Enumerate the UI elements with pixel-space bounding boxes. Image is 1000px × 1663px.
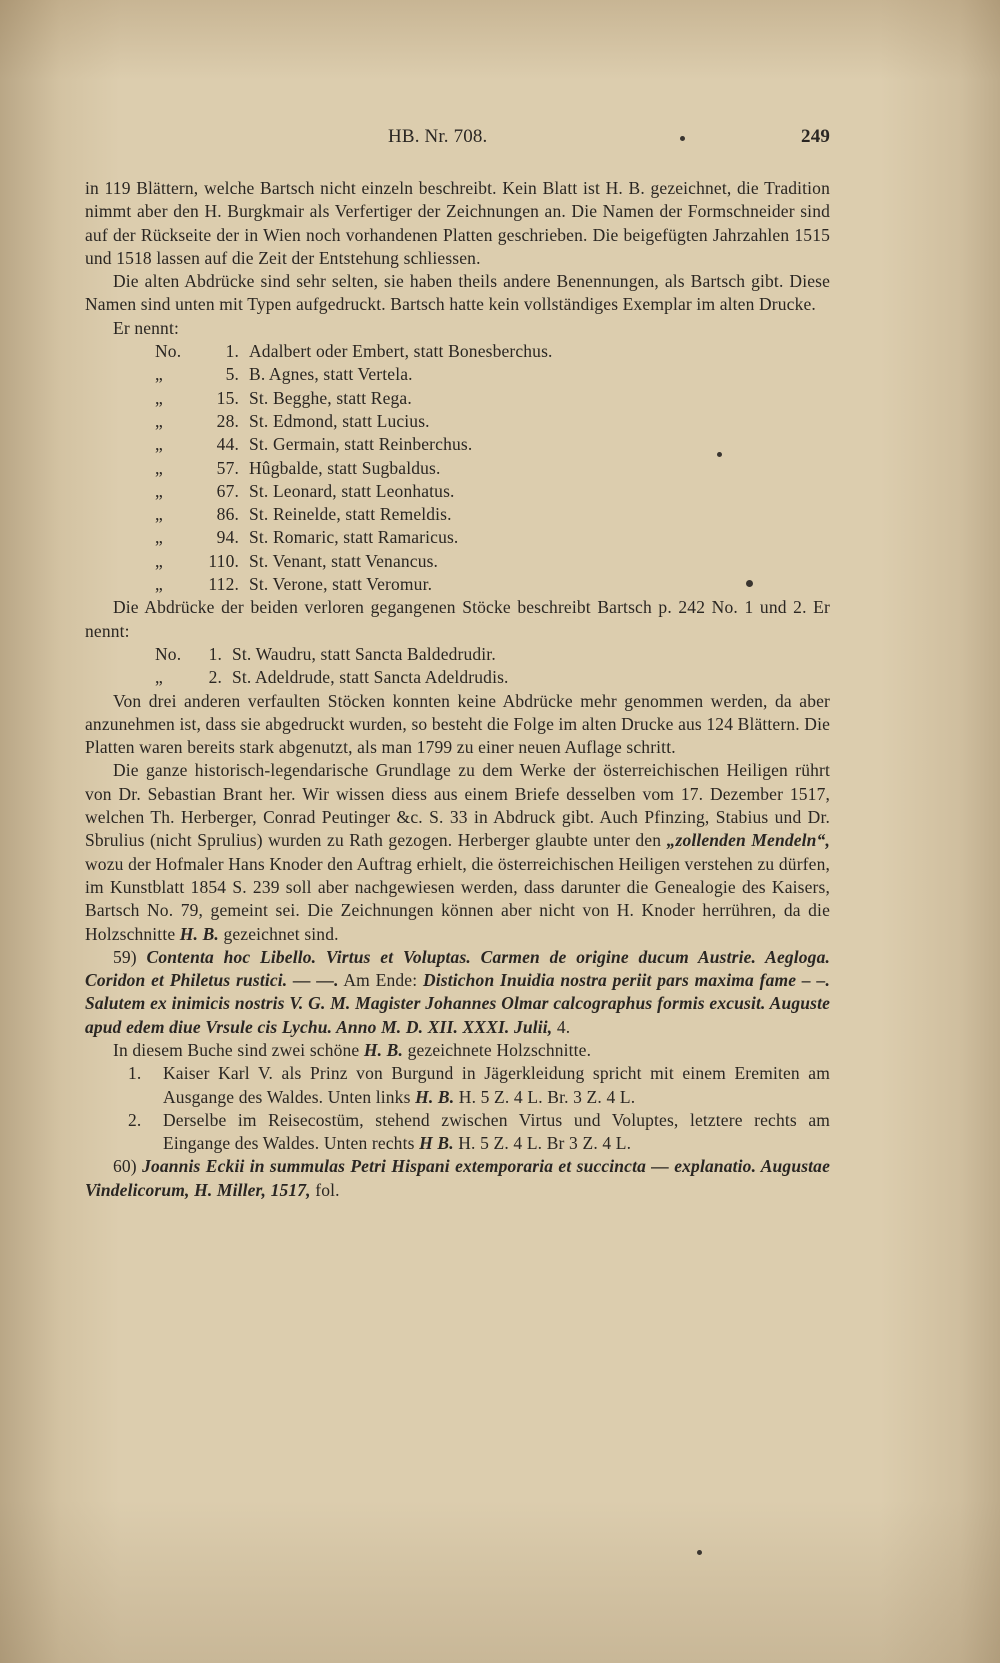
list-item: „ 28. St. Edmond, statt Lucius. [155,410,430,431]
list-item: „ 112. St. Verone, statt Veromur. [155,574,433,595]
list-item: „ 94. St. Romaric, statt Ramaricus. [155,527,459,548]
list-item: 2. Derselbe im Reisecostüm, stehend zwischen Virtus und Voluptes, letztere rechts am Eingange des Waldes. Unten rechts H B. H. 5 Z. 4 L. Br 3 Z. 4 L. [128,1109,830,1154]
list-item: „ 86. St. Reinelde, statt Remeldis. [155,504,452,525]
print-speck [680,136,685,141]
list-item: „ 5. B. Agnes, statt Vertela. [155,364,413,385]
list-item: „ 67. St. Leonard, statt Leonhatus. [155,480,455,501]
list-item: 1. Kaiser Karl V. als Prinz von Burgund in Jägerkleidung spricht mit einem Eremiten am Ausgange des Waldes. Unten links H. B. H. 5 Z. 4 L. Br. 3 Z. 4 L. [128,1063,830,1107]
name-list [155,340,830,596]
paragraph-holzschnitte: In diesem Buche sind zwei schöne H. B. gezeichnete Holzschnitte. [113,1039,592,1060]
header-title: HB. Nr. 708. [388,126,488,147]
paragraph-grundlage: Die ganze historisch-legendarische Grundlage zu dem Werke der österreichischen Heiligen rührt von Dr. Sebastian Brant her. Wir wissen diess aus einem Briefe desselben vom 17. Dezember 1517, welchen Th. Herberger, Conrad Peutinger &c. S. 33 in Abdruck gibt. Auch Pfinzing, Stabius und Dr. Sbrulius (nicht Sprulius) wurden zu Rath gezogen. Herberger glaubte unter den „zollenden Mendeln“, wozu der Hofmaler Hans Knoder den Auftrag erhielt, die österreichischen Heiligen verstehen zu dürfen, im Kunstblatt 1854 S. 239 soll aber nachgewiesen werden, dass darunter die Genealogie des Kaisers, Bartsch No. 79, gemeint sei. Die Zeichnungen können aber nicht von H. Knoder herrühren, da die Holzschnitte H. B. gezeichnet sind. [85,760,830,944]
list-item: „ 57. Hûgbalde, statt Sugbaldus. [155,457,441,478]
print-speck [746,580,753,587]
list-item: „ 110. St. Venant, statt Venancus. [155,550,439,571]
list-item: „ 2. St. Adeldrude, statt Sancta Adeldrudis. [155,667,509,688]
intro-paragraph: in 119 Blättern, welche Bartsch nicht einzeln beschreibt. Kein Blatt ist H. B. gezeichnet, die Tradition nimmt aber den H. Burgkmair als Verfertiger der Zeichnungen an. Die Namen der Formschneider sind auf der Rückseite der in Wien noch vorhandenen Platten geschrieben. Die beigefügten Jahrzahlen 1515 und 1518 lassen auf die Zeit der Entstehung schliessen. [85,178,830,268]
paragraph-alte-abdruecke: Die alten Abdrücke sind sehr selten, sie haben theils andere Benennungen, als Bartsch gibt. Diese Namen sind unten mit Typen aufgedruckt. Bartsch hatte kein vollständiges Exemplar im alten Drucke. [85,271,830,315]
er-nennt-label: Er nennt: [113,317,179,338]
list-item: No. 1. St. Waudru, statt Sancta Baldedrudir. [155,643,496,664]
entry-59: 59) Contenta hoc Libello. Virtus et Voluptas. Carmen de origine ducum Austrie. Aegloga. Coridon et Philetus rustici. — —. Am Ende: Distichon Inuidia nostra periit pars maxima fame – –. Salutem ex inimicis nostris V. G. M. Magister Johannes Olmar calcographus formis excusit. Auguste apud edem diue Vrsule cis Lychu. Anno M. D. XII. XXXI. Julii, 4. [85,946,831,1037]
paragraph-verfaulte-stoecke: Von drei anderen verfaulten Stöcken konnten keine Abdrücke mehr genommen werden, da aber anzunehmen ist, dass sie abgedruckt wurden, so besteht die Folge im alten Drucke aus 124 Blättern. Die Platten waren bereits stark abgenutzt, als man 1799 zu einer neuen Auflage schritt. [85,690,830,758]
print-speck [717,452,722,457]
list-item: „ 15. St. Begghe, statt Rega. [155,387,412,408]
list-item: „ 44. St. Germain, statt Reinberchus. [155,434,473,455]
name-list-lost [155,643,830,690]
list-item: No. 1. Adalbert oder Embert, statt Bonesberchus. [155,341,553,362]
running-header [85,125,830,151]
entry-60: 60) Joannis Eckii in summulas Petri Hispani extemporaria et succincta — explanatio. Augustae Vindelicorum, H. Miller, 1517, fol. [85,1156,831,1200]
woodcut-list [128,1062,830,1155]
page-number: 249 [801,126,830,147]
page-body [85,177,830,1202]
print-speck [697,1550,702,1555]
paragraph-abdruecke: Die Abdrücke der beiden verloren gegangenen Stöcke beschreibt Bartsch p. 242 No. 1 und 2. Er nennt: [85,597,830,641]
